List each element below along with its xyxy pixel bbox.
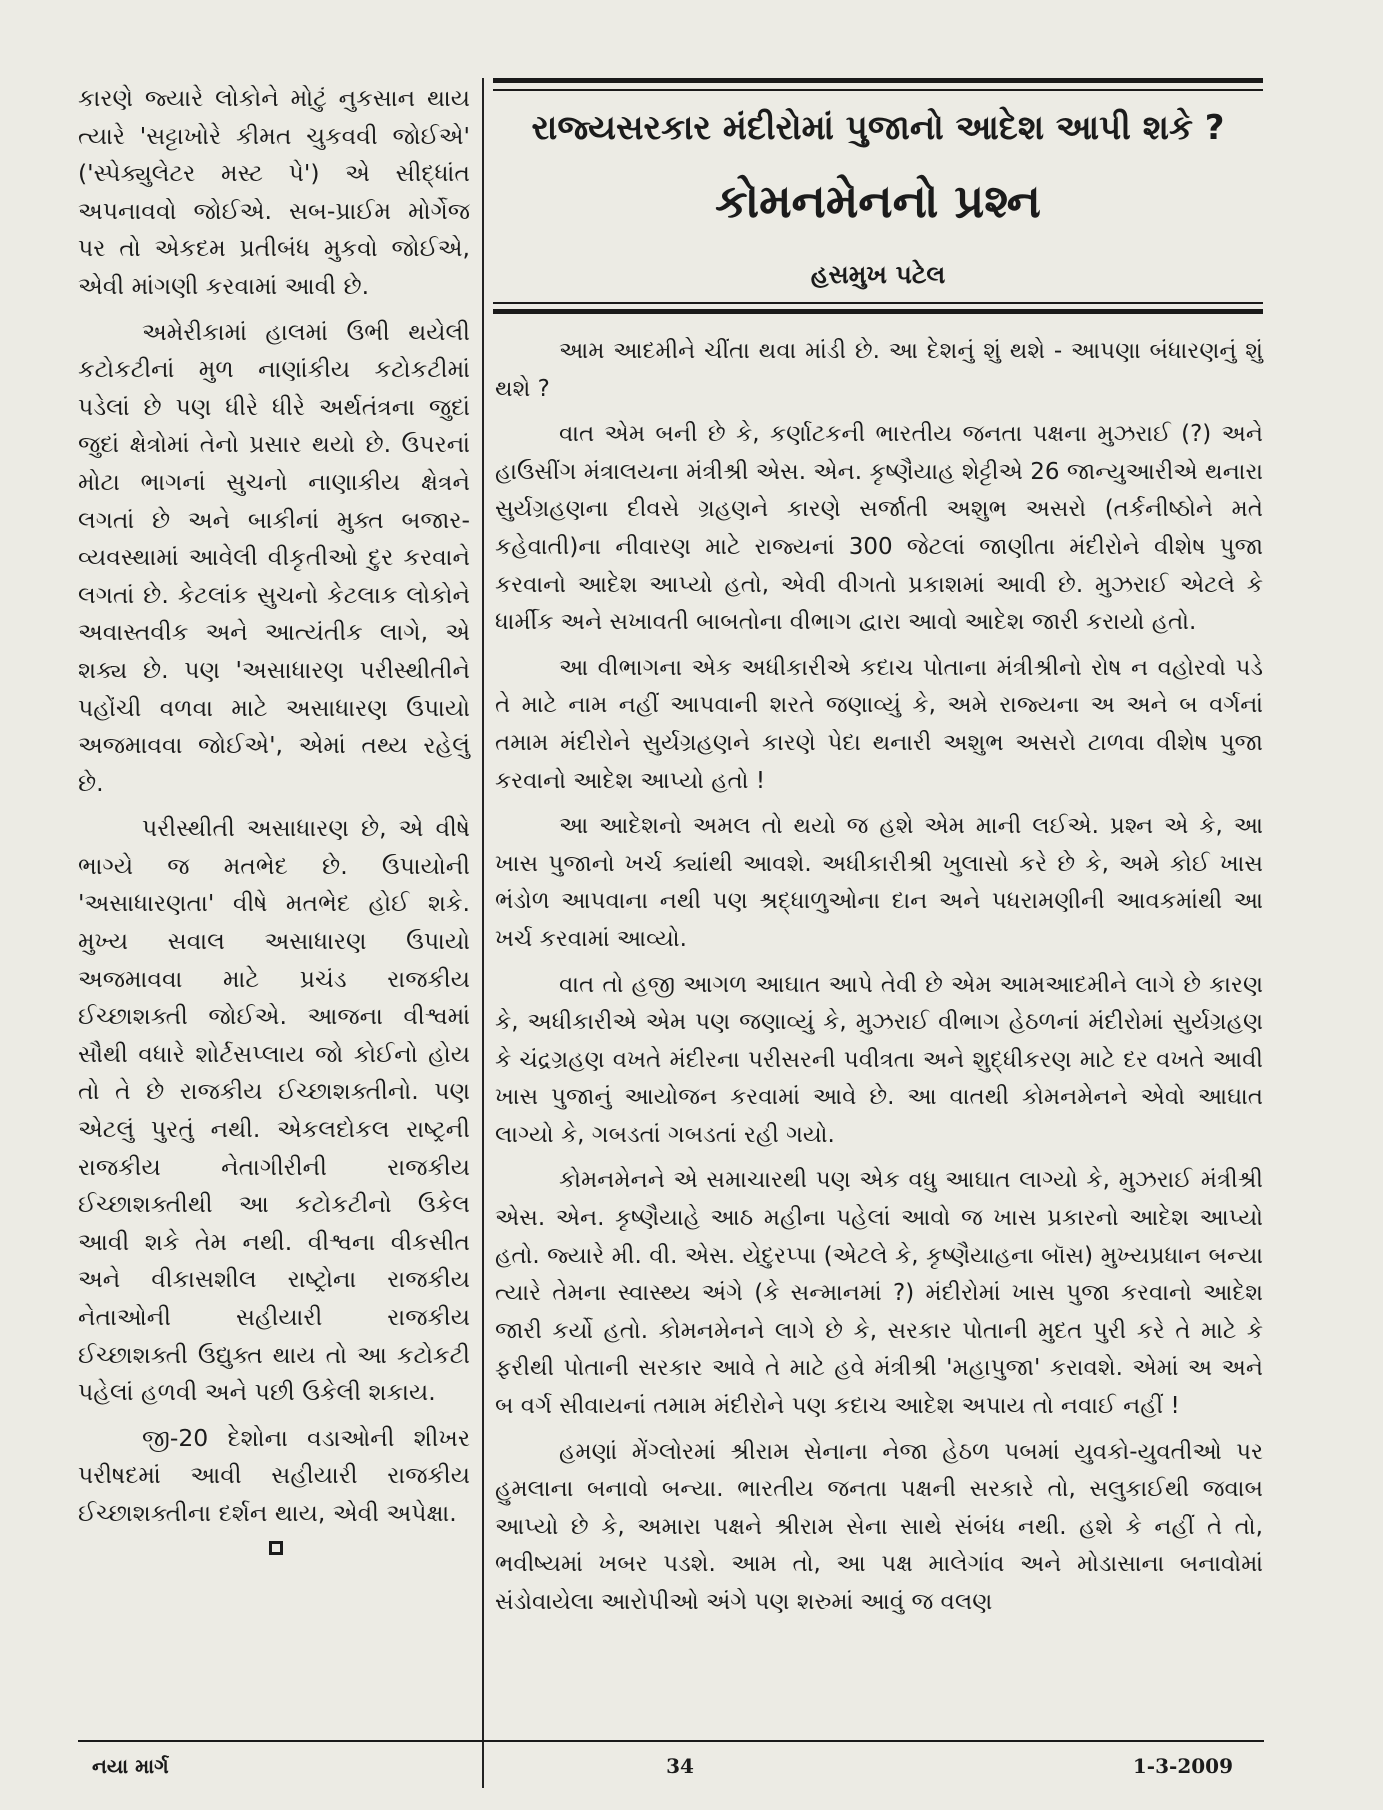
footer-publication: નયા માર્ગ	[92, 1754, 169, 1778]
article-body	[495, 333, 1263, 1630]
footer-date: 1-3-2009	[1132, 1754, 1233, 1778]
left-paragraph-1: કારણે જ્યારે લોકોને મોટું નુકસાન થાય ત્યારે 'સટ્ટાખોરે કીમત ચુકવવી જોઈએ' ('સ્પેક્યુલેટર મસ્ટ પે') એ સીદ્ધાંત અપનાવવો જોઈએ. સબ-પ્રાઈમ મોર્ગેજ પર તો એકદમ પ્રતીબંધ મુકવો જોઈએ, એવી માંગણી કરવામાં આવી છે.	[78, 84, 470, 300]
article-paragraph-7: હમણાં મેંગ્લોરમાં શ્રીરામ સેનાના નેજા હેઠળ પબમાં યુવકો-યુવતીઓ પર હુમલાના બનાવો બન્યા. ભારતીય જનતા પક્ષની સરકારે તો, સલુકાઈથી જવાબ આપ્યો છે કે, અમારા પક્ષને શ્રીરામ સેના સાથે સંબંધ નથી. હશે કે નહીં તે તો, ભવીષ્યમાં ખબર પડશે. આમ તો, આ પક્ષ માલેગાંવ અને મોડાસાના બનાવોમાં સંડોવાયેલા આરોપીઓ અંગે પણ શરુમાં આવું જ વલણ	[495, 1438, 1263, 1615]
end-of-article-square-icon	[269, 1541, 283, 1555]
article-paragraph-6: કોમનમેનને એ સમાચારથી પણ એક વધુ આઘાત લાગ્યો કે, મુઝરાઈ મંત્રીશ્રી એસ. એન. કૃષ્ણૈયાહે આઠ મહીના પહેલાં આવો જ ખાસ પ્રકારનો આદેશ આપ્યો હતો. જ્યારે મી. વી. એસ. યેદુરપ્પા (એટલે કે, કૃષ્ણૈયાહના બૉસ) મુખ્યપ્રધાન બન્યા ત્યારે તેમના સ્વાસ્થ્ય અંગે (કે સન્માનમાં ?) મંદીરોમાં ખાસ પુજા કરવાનો આદેશ જારી કર્યો હતો. કોમનમેનને લાગે છે કે, સરકાર પોતાની મુદત પુરી કરે તે માટે કે ફરીથી પોતાની સરકાર આવે તે માટે હવે મંત્રીશ્રી 'મહાપુજા' કરાવશે. એમાં અ અને બ વર્ગ સીવાયનાં તમામ મંદીરોને પણ કદાચ આદેશ અપાય તો નવાઈ નહીં !	[495, 1167, 1263, 1420]
header-bottom-rule-thin	[493, 302, 1263, 304]
article-paragraph-3: આ વીભાગના એક અધીકારીએ કદાચ પોતાના મંત્રીશ્રીનો રોષ ન વહોરવો પડે તે માટે નામ નહીં આપવાની શરતે જણાવ્યું કે, અમે રાજ્યના અ અને બ વર્ગનાં તમામ મંદીરોને સુર્યગ્રહણને કારણે પેદા થનારી અશુભ અસરો ટાળવા વીશેષ પુજા કરવાનો આદેશ આપ્યો હતો !	[495, 654, 1263, 794]
column-divider	[482, 78, 484, 1788]
left-paragraph-4: જી-20 દેશોના વડાઓની શીખર પરીષદમાં આવી સહીયારી રાજકીય ઈચ્છાશક્તીના દર્શન થાય, એવી અપેક્ષા.	[78, 1423, 470, 1527]
article-paragraph-4: આ આદેશનો અમલ તો થયો જ હશે એમ માની લઈએ. પ્રશ્ન એ કે, આ ખાસ પુજાનો ખર્ચ ક્યાંથી આવશે. અધીકારીશ્રી ખુલાસો કરે છે કે, અમે કોઈ ખાસ ભંડોળ આપવાના નથી પણ શ્રદ્ધાળુઓના દાન અને પધરામણીની આવકમાંથી આ ખર્ચ કરવામાં આવ્યો.	[495, 813, 1263, 952]
article-paragraph-2: વાત એમ બની છે કે, કર્ણાટકની ભારતીય જનતા પક્ષના મુઝરાઈ (?) અને હાઉસીંગ મંત્રાલયના મંત્રીશ્રી એસ. એન. કૃષ્ણૈયાહ શેટ્ટીએ 26 જાન્યુઆરીએ થનારા સુર્યગ્રહણના દીવસે ગ્રહણને કારણે સર્જાતી અશુભ અસરો (તર્કનીષ્ઠોને મતે કહેવાતી)ના નીવારણ માટે રાજ્યનાં 300 જેટલાં જાણીતા મંદીરોને વીશેષ પુજા કરવાનો આદેશ આપ્યો હતો, એવી વીગતો પ્રકાશમાં આવી છે. મુઝરાઈ એટલે કે ધાર્મીક અને સખાવતી બાબતોના વીભાગ દ્વારા આવો આદેશ જારી કરાયો હતો.	[495, 421, 1263, 636]
header-top-rule	[493, 78, 1263, 83]
footer-rule	[78, 1740, 1264, 1742]
left-paragraph-3: પરીસ્થીતી અસાધારણ છે, એ વીષે ભાગ્યે જ મતભેદ છે. ઉપાયોની 'અસાધારણતા' વીષે મતભેદ હોઈ શકે. મુખ્ય સવાલ અસાધારણ ઉપાયો અજમાવવા માટે પ્રચંડ રાજકીય ઈચ્છાશક્તી જોઈએ. આજના વીશ્વમાં સૌથી વધારે શોર્ટસપ્લાય જો કોઈનો હોય તો તે છે રાજકીય ઈચ્છાશક્તીનો. પણ એટલું પુરતું નથી. એકલદોકલ રાષ્ટ્રની રાજકીય નેતાગીરીની રાજકીય ઈચ્છાશક્તીથી આ કટોકટીનો ઉકેલ આવી શકે તેમ નથી. વીશ્વના વીકસીત અને વીકાસશીલ રાષ્ટ્રોના રાજકીય નેતાઓની સહીયારી રાજકીય ઈચ્છાશક્તી ઉદ્યુક્ત થાય તો આ કટોકટી પહેલાં હળવી અને પછી ઉકેલી શકાય.	[78, 814, 470, 1407]
article-paragraph-5: વાત તો હજી આગળ આઘાત આપે તેવી છે એમ આમઆદમીને લાગે છે કારણ કે, અધીકારીએ એમ પણ જણાવ્યું કે, મુઝરાઈ વીભાગ હેઠળનાં મંદીરોમાં સુર્યગ્રહણ કે ચંદ્રગ્રહણ વખતે મંદીરના પરીસરની પવીત્રતા અને શુદ્ધીકરણ માટે દર વખતે આવી ખાસ પુજાનું આયોજન કરવામાં આવે છે. આ વાતથી કોમનમેનને એવો આઘાત લાગ્યો કે, ગબડતાં ગબડતાં રહી ગયો.	[495, 971, 1263, 1148]
article-paragraph-1: આમ આદમીને ચીંતા થવા માંડી છે. આ દેશનું શું થશે - આપણા બંધારણનું શું થશે ?	[495, 338, 1263, 402]
article-subheadline: કોમનમેનનો પ્રશ્ન	[715, 174, 1041, 228]
footer-page-number: 34	[666, 1754, 694, 1778]
header-bottom-rule	[493, 309, 1263, 314]
left-paragraph-2: અમેરીકામાં હાલમાં ઉભી થયેલી કટોકટીનાં મુળ નાણાંકીય કટોકટીમાં પડેલાં છે પણ ધીરે ધીરે અર્થતંત્રના જુદાં જુદાં ક્ષેત્રોમાં તેનો પ્રસાર થયો છે. ઉપરનાં મોટા ભાગનાં સુચનો નાણાકીય ક્ષેત્રને લગતાં છે અને બાકીનાં મુક્ત બજાર-વ્યવસ્થામાં આવેલી વીકૃતીઓ દુર કરવાને લગતાં છે. કેટલાંક સુચનો કેટલાક લોકોને અવાસ્તવીક અને આત્યંતીક લાગે, એ શક્ય છે. પણ 'અસાધારણ પરીસ્થીતીને પહોંચી વળવા માટે અસાધારણ ઉપાયો અજમાવવા જોઈએ', એમાં તથ્ય રહેલું છે.	[78, 317, 470, 797]
article-author: હસમુખ પટેલ	[810, 260, 946, 289]
header-top-rule-thin	[493, 89, 1263, 91]
article-headline: રાજ્યસરકાર મંદીરોમાં પુજાનો આદેશ આપી શકે ?	[531, 108, 1225, 148]
left-column	[78, 80, 470, 1555]
